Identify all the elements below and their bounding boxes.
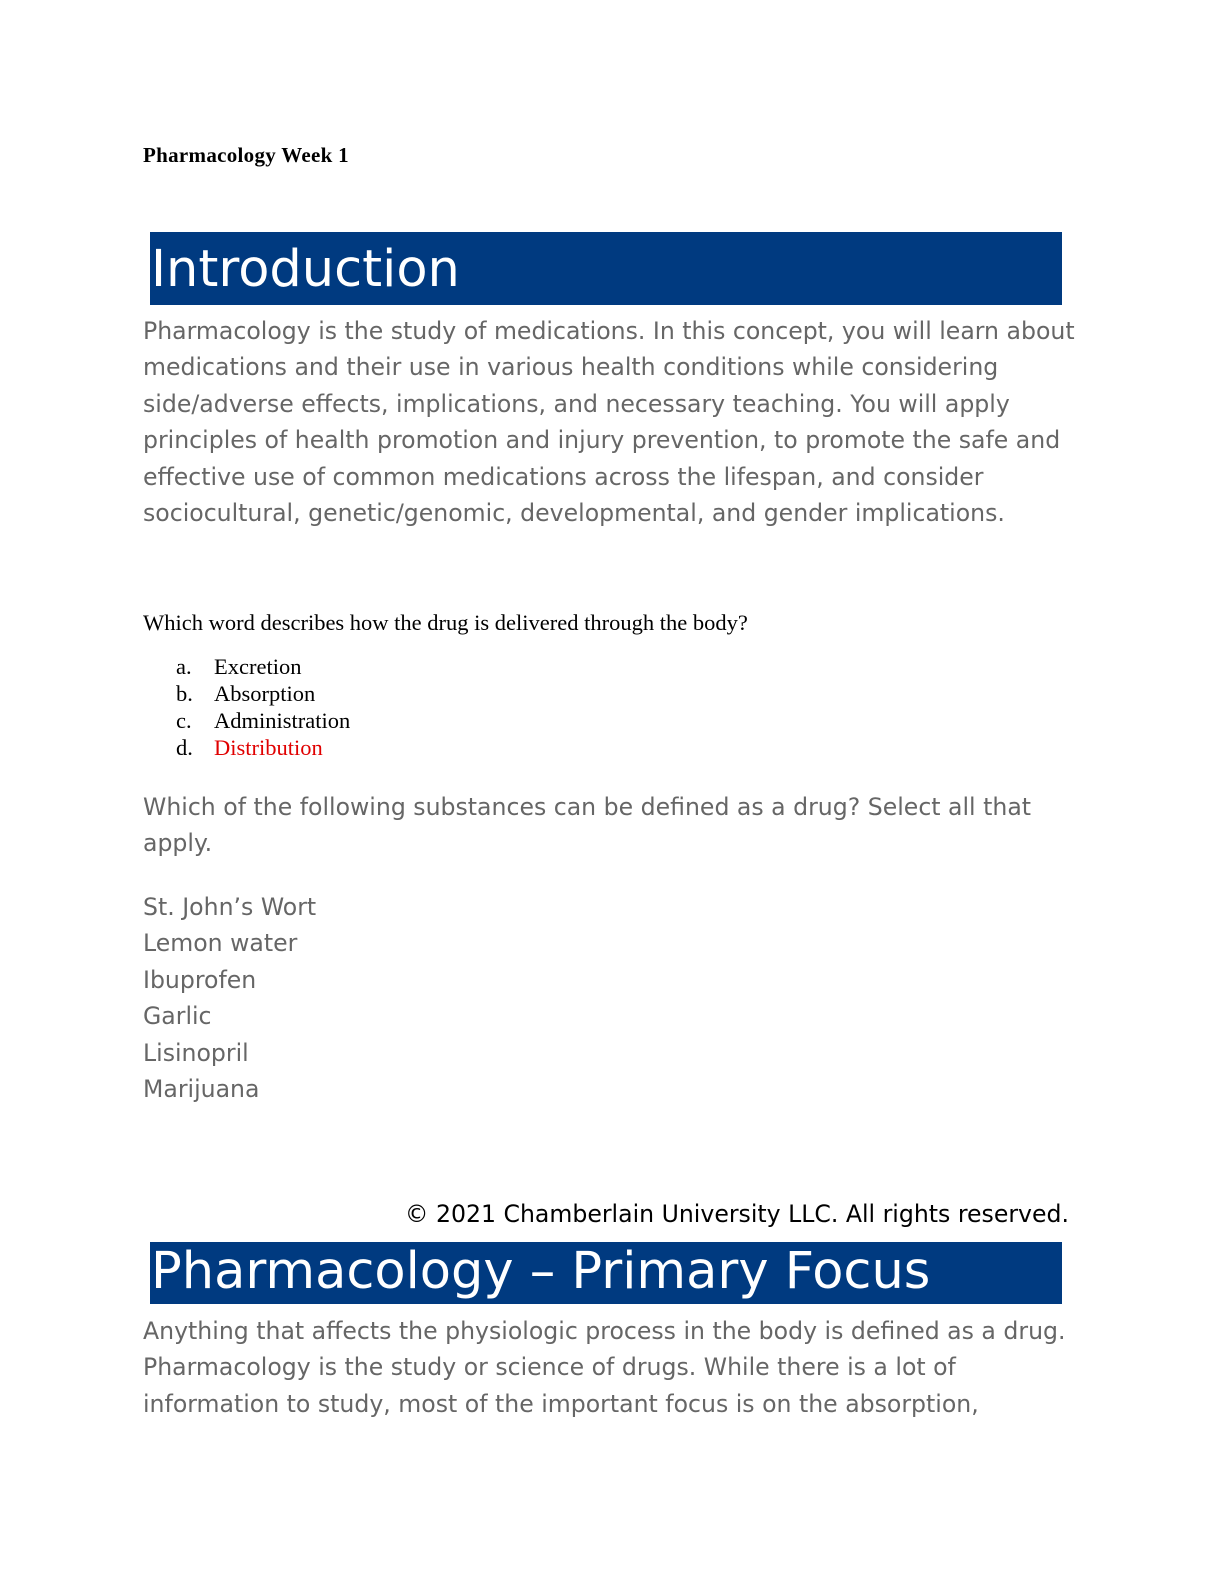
option-text: Excretion [214,654,302,679]
option-b [176,680,350,707]
list-item: St. John’s Wort [143,893,317,921]
list-item: Lemon water [143,929,298,958]
introduction-heading-banner [150,232,1062,305]
list-item: Lisinopril [143,1038,249,1067]
list-item: Garlic [143,1002,212,1031]
copyright-notice: © 2021 Chamberlain University LLC. All rights reserved. [404,1200,1069,1228]
list-item: Ibuprofen [143,965,257,994]
question-select-drugs: Which of the following substances can be defined as a drug? Select all that apply. [143,793,1032,858]
option-text: Absorption [214,681,316,706]
option-c [176,707,350,734]
option-text: Distribution [214,735,323,760]
document-title: Pharmacology Week 1 [143,143,349,167]
introduction-heading: Introduction [151,240,460,299]
option-d-highlighted [176,734,350,761]
option-letter: b. [176,681,193,706]
substance-list [143,889,316,1107]
list-item: Marijuana [143,1075,260,1104]
option-letter: a. [176,654,192,679]
option-a [176,653,350,680]
question-delivery: Which word describes how the drug is delivered through the body? [143,610,748,635]
answer-options [176,653,350,761]
option-letter: c. [176,708,192,733]
option-text: Administration [214,708,351,733]
primary-focus-paragraph: Anything that affects the physiologic process in the body is defined as a drug. Pharmacology is the study or science of drugs. While there is a lot of information to study, most of the important focus is on the absorption, [143,1317,1066,1418]
introduction-paragraph: Pharmacology is the study of medications. In this concept, you will learn about medications and their use in various health conditions while considering side/adverse effects, implications, and necessary teaching. You will apply principles of health promotion and injury prevention, to promote the safe and effective use of common medications across the lifespan, and consider sociocultural, genetic/genomic, developmental, and gender implications. [143,317,1075,528]
primary-focus-heading: Pharmacology – Primary Focus [151,1242,931,1301]
primary-focus-heading-banner [150,1242,1062,1304]
option-letter: d. [176,735,193,760]
